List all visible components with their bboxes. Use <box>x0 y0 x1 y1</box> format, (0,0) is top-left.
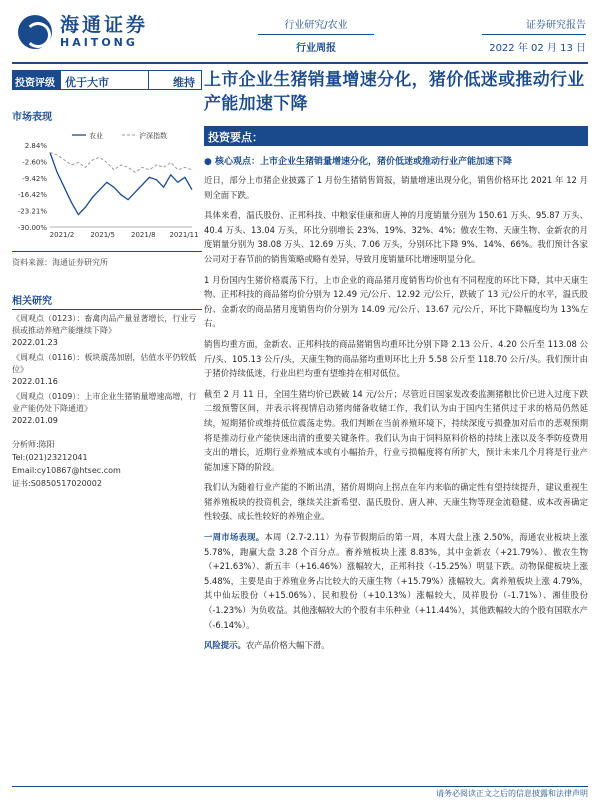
y-tick-label: 2.84% <box>24 142 47 150</box>
y-tick-label: -9.42% <box>22 174 47 183</box>
x-tick-label: 2021/5 <box>90 231 115 239</box>
company-logo <box>18 14 148 49</box>
doc-type: 证券研究报告 <box>482 16 586 35</box>
paragraph: 近日，部分上市猪企业披露了 1 月份生猪销售简报，销量增速出现分化，销售价格环比 2021 年 12 月则全面下跌。 <box>204 175 588 200</box>
paragraph: 销售均重方面，金新农、正邦科技的商品猪销售均重环比分别下降 2.13 公斤、4.20 公斤至 113.08 公斤/头、105.13 公斤/头，天康生物的商品猪均重则环比上升 5.58 公斤至 118.70 公斤/头。我们预计由于猪价持续低迷，行业出栏均重有望维持在相对低位。 <box>204 338 588 379</box>
series-line-agri <box>50 153 192 215</box>
legend-label-index: 沪深指数 <box>139 132 167 140</box>
related-item[interactable] <box>12 391 202 427</box>
sidebar <box>12 70 202 427</box>
analyst-email[interactable]: Email:cy10867@htsec.com <box>12 466 121 475</box>
legend-label-agri: 农业 <box>89 132 103 140</box>
x-tick-label: 2021/11 <box>169 231 199 239</box>
report-date: 2022 年 02 月 13 日 <box>489 43 586 54</box>
related-item-text: 《周观点（0116）：板块震荡加剧，估值水平仍较低位》 <box>12 353 197 374</box>
analyst-name: 分析师:陈阳 <box>12 440 55 449</box>
market-title: 市场表现 <box>12 112 52 123</box>
market-performance <box>204 530 588 632</box>
market-chart <box>12 127 202 247</box>
core-view: ● 核心观点：上市企业生猪销量增速分化，猪价低迷或推动行业产能加速下降 <box>204 157 512 167</box>
analyst-cert: 证书:S0850517020002 <box>12 479 102 488</box>
market-chart-svg <box>12 127 202 247</box>
y-tick-label: -16.42% <box>17 191 47 200</box>
page-header <box>0 0 600 68</box>
footer-disclaimer: 请务必阅读正文之后的信息披露和法律声明 <box>436 789 588 798</box>
footer-divider <box>12 786 588 787</box>
report-category: 行业研究/农业 <box>258 16 374 35</box>
risk-label: 风险提示。 <box>204 640 246 651</box>
report-title: 上市企业生猪销量增速分化，猪价低迷或推动行业产能加速下降 <box>204 70 585 114</box>
related-item-text: 《周观点（0123）：畜禽肉品产量显著增长，行业亏损或推动养殖产能继续下降》 <box>12 314 197 335</box>
x-tick-label: 2021/8 <box>131 231 156 239</box>
header-divider <box>12 62 588 64</box>
rating-label: 投资评级 <box>13 71 61 89</box>
logo-icon <box>18 15 52 49</box>
related-item-text: 《周观点（0109）：上市企业生猪销量增速高增，行业产能仍处下降通道》 <box>12 392 197 413</box>
market-performance-label: 一周市场表现。 <box>204 532 265 543</box>
y-tick-label: -23.21% <box>17 207 47 216</box>
paragraph: 截至 2 月 11 日，全国生猪均价已跌破 14 元/公斤；尽管近日国家发改委监测猪粮比价已进入过度下跌二级预警区间，并表示将视情启动猪肉储备收储工作，我们认为由于国内生猪供过于求的格局仍然延续，短期猪价或维持低位震荡走势。我们判断在当前养殖环境下，持续深度亏损叠加对后市的悲观预期将是推动行业产能快速出清的重要关键条件。我们认为由于饲料原料价格的持续上涨以及冬季防疫费用支出的增长，近期行业养殖成本或有小幅抬升，行业亏损幅度将有所扩大，预计未来几个月将是行业产能加速下降的阶段。 <box>204 388 588 472</box>
related-item[interactable] <box>12 313 202 349</box>
chart-source: 资料来源：海通证券研究所 <box>12 251 202 268</box>
rating-change: 维持 <box>173 76 195 89</box>
risk-text: 农产品价格大幅下滑。 <box>245 640 330 651</box>
risk-warning <box>204 638 588 653</box>
points-title: 投资要点： <box>204 126 588 146</box>
rating-value: 优于大市 <box>61 71 149 89</box>
analyst-info <box>12 438 202 490</box>
y-tick-label: -2.60% <box>22 158 47 167</box>
related-title: 相关研究 <box>12 292 202 310</box>
x-tick-label: 2021/2 <box>49 231 75 239</box>
report-type: 行业周报 <box>296 43 336 54</box>
paragraph: 1 月份国内生猪价格震荡下行，上市企业的商品猪月度销售均价也有不同程度的环比下降，其中天康生物、正邦科技的商品猪均价分别为 12.49 元/公斤、12.92 元/公斤，跌破了 13 元/公斤的水平，温氏股份、金新农的商品猪月度销售均价分别为 14.09 元/公斤、13.67 元/公斤，环比下降幅度均为 13%左右。 <box>204 274 588 329</box>
y-tick-label: -30.00% <box>17 224 47 232</box>
series-line-index <box>50 153 192 173</box>
related-item-date: 2022.01.23 <box>12 338 58 347</box>
related-item[interactable] <box>12 352 202 388</box>
market-performance-text: 本周（2.7-2.11）为春节假期后的第一周，本周大盘上涨 2.50%，海通农业板块上涨 5.78%，跑赢大盘 3.28 个百分点。畜养殖板块上涨 8.83%，其中金新农（+21.79%）、傲农生物（+21.63%）、新五丰（+16.46%）涨幅较大，正邦科技（-15.25%）明显下跌。动物保健板块上涨 5.48%，主要是由于养殖业务占比较大的天康生物（+15.79%）涨幅较大。禽养殖板块上涨 4.79%，其中仙坛股份（+15.06%）、民和股份（+10.13%）涨幅较大，凤祥股份（-1.71%）、湘佳股份（-1.23%）为负收益。其他涨幅较大的个股有丰乐种业（+11.44%），其他跌幅较大的个股有国联水产（-6.14%）。 <box>204 532 588 630</box>
related-item-date: 2022.01.09 <box>12 416 58 425</box>
related-research <box>12 292 202 427</box>
logo-en: HAITONG <box>60 36 138 49</box>
paragraph: 我们认为随着行业产能的不断出清，猪价周期向上拐点在年内来临的确定性有望持续提升，建议重视生猪养殖板块的投资机会，继续关注新希望、温氏股份、唐人神、天康生物等现金流稳健、成本改善确定性较强、成长性较好的养殖企业。 <box>204 482 588 522</box>
analyst-tel: Tel:(021)23212041 <box>12 453 88 462</box>
main-content <box>204 68 588 653</box>
logo-cn: 海通证券 <box>60 14 149 36</box>
related-item-date: 2022.01.16 <box>12 377 58 386</box>
paragraph: 具体来看，温氏股份、正邦科技、中粮家佳康和唐人神的月度销量分别为 150.61 万头、95.87 万头、40.4 万头、13.04 万头，环比分别增长 23%、19%、32%、4%；傲农生物、天康生物、金新农的月度销量分别为 38.08 万头、12.69 万头、7.06 万头，分别环比下降 9%、14%、66%。我们预计各家公司对于春节前的销售策略或略有差异，导致月度销量环比增速明显分化。 <box>204 210 588 264</box>
rating-box <box>12 70 202 90</box>
